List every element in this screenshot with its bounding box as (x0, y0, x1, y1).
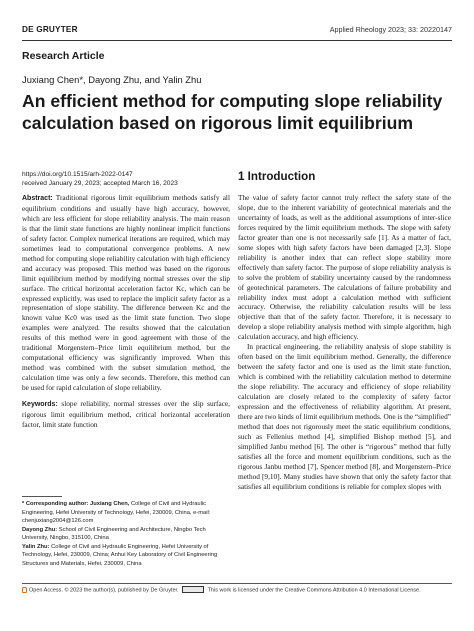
article-title: An efficient method for computing slope reliability calculation based on rigorous limit equilibrium (22, 91, 443, 133)
cc-by-license-icon (182, 586, 204, 593)
abstract-label: Abstract: (22, 195, 53, 202)
affiliation-item (22, 526, 232, 543)
doi-link[interactable]: https://doi.org/10.1515/arh-2022-0147 (22, 171, 133, 178)
affiliation-name: Yalin Zhu: (22, 543, 50, 550)
open-access-lock-icon (22, 587, 27, 593)
keywords-text: slope reliability, normal stresses over the slip surface, rigorous limit equilibrium method, critical horizontal acceleration factor, limit state function (22, 399, 230, 429)
abstract-text: Traditional rigorous limit equilibrium methods satisfy all equilibrium conditions and usually have high accuracy, however, which are less efficient for slope reliability analysis. The main reason is that the limit state functions are highly nonlinear implicit functions of safety factor. Complex numerical iterations are required, which may sometimes lead to computational convergence problems. A new method for computing slope reliability calculation with high efficiency and accuracy was proposed. This method was based on the rigorous limit equilibrium method by modifying normal stresses over the slip surface. The critical horizontal acceleration factor Kc, which can be expressed explicitly, was used to replace the implicit safety factor as a representation of slope stability. The difference between Kc and the known value Kc0 was used as the limit state function. Two slope examples were analyzed. The results showed that the calculation results of this method were in good agreement with those of the traditional Morgenstern–Price limit equilibrium method, but the computational efficiency was significantly improved. When this method was combined with the subset simulation method, the calculation time was only a few seconds. Therefore, this method can be used for rapid calculation of slope reliability. (22, 193, 230, 393)
article-type: Research Article (22, 50, 105, 62)
page-header (22, 22, 452, 36)
copyright-text: © 2023 the author(s), published by De Gruyter. (64, 587, 179, 594)
abstract (22, 193, 230, 393)
affiliation-text: College of Civil and Hydraulic Engineering, Hefei University of Technology, Hefei, 230009, China, e-mail: chenjuxiang2004@126.com (22, 501, 211, 525)
intro-paragraph: In practical engineering, the reliability analysis of slope stability is often based on the limit equilibrium method. Generally, the difference between the safety factor and one is used as the limit state function, which is combined with the reliability calculation method to determine the slope reliability. The accuracy and efficiency of slope reliability calculation are closely related to the complexity of safety factor expression and the effectiveness of reliability algorithm. At present, there are two kinds of limit equilibrium methods. One is the “simplified” method that does not rigorously meet the static equilibrium conditions, such as Fellenius method [4], simplified Bishop method [5], and simplified Janbu method [6]. The other is “rigorous” method that fully satisfies all the force and moment equilibrium conditions, such as the rigorous Janbu method [7], Spencer method [8], and Morgenstern–Price method [9,10]. Many studies have shown that only the safety factor that satisfies all equilibrium conditions is reliable for complex slopes with (238, 342, 451, 491)
footer-rule (22, 583, 452, 584)
affiliations (22, 500, 232, 568)
affiliation-item (22, 500, 232, 526)
affiliation-text: College of Civil and Hydraulic Engineering, Hefei University of Technology, Hefei, 230009, China; Anhui Key Laboratory of Civil Engineering Structures and Materials, Hefei, 230009, China (22, 543, 218, 567)
publisher-name: DE GRUYTER (22, 24, 78, 34)
journal-reference: Applied Rheology 2023; 33: 20220147 (329, 24, 452, 34)
page-footer (22, 586, 452, 595)
section-heading: 1 Introduction (238, 170, 316, 183)
affiliation-name: Dayong Zhu: (22, 526, 58, 533)
header-rule (22, 40, 452, 41)
affiliation-item (22, 543, 232, 569)
affiliation-text: School of Civil Engineering and Architecture, Ningbo Tech University, Ningbo, 315100, China (22, 526, 206, 542)
intro-paragraph: The value of safety factor cannot truly reflect the safety state of the slope, due to the inherent variability of geotechnical materials and the uncertainty of loads, as well as the additional assumptions of inter-slice forces required by the limit equilibrium methods. The slope with safety factor greater than one is not necessarily safe [1]. As a matter of fact, some slopes with high safety factors have been damaged [2,3]. Slope reliability is another index that can reflect slope stability more effectively than safety factor. The purpose of slope reliability analysis is to solve the problem of stability uncertainty caused by the randomness of geotechnical parameters. The calculations of failure probability and reliability index must adopt a calculation method with sufficient accuracy. Otherwise, the reliability calculation results will be less objective than that of the safety factor. Therefore, it is necessary to develop a slope reliability analysis method with simple algorithm, high calculation accuracy, and high efficiency. (238, 193, 451, 342)
affiliation-rule (22, 496, 62, 497)
author-list: Juxiang Chen*, Dayong Zhu, and Yalin Zhu (22, 74, 202, 85)
keywords-label: Keywords: (22, 401, 58, 409)
right-column (238, 193, 451, 492)
affiliation-name: * Corresponding author: Juxiang Chen, (22, 501, 130, 507)
article-meta (22, 170, 178, 188)
open-access-label: Open Access. (29, 587, 63, 594)
keywords (22, 399, 230, 430)
left-column (22, 193, 230, 430)
license-text: This work is licensed under the Creative Commons Attribution 4.0 International License. (207, 587, 421, 594)
article-dates: received January 29, 2023; accepted March 16, 2023 (22, 180, 178, 188)
